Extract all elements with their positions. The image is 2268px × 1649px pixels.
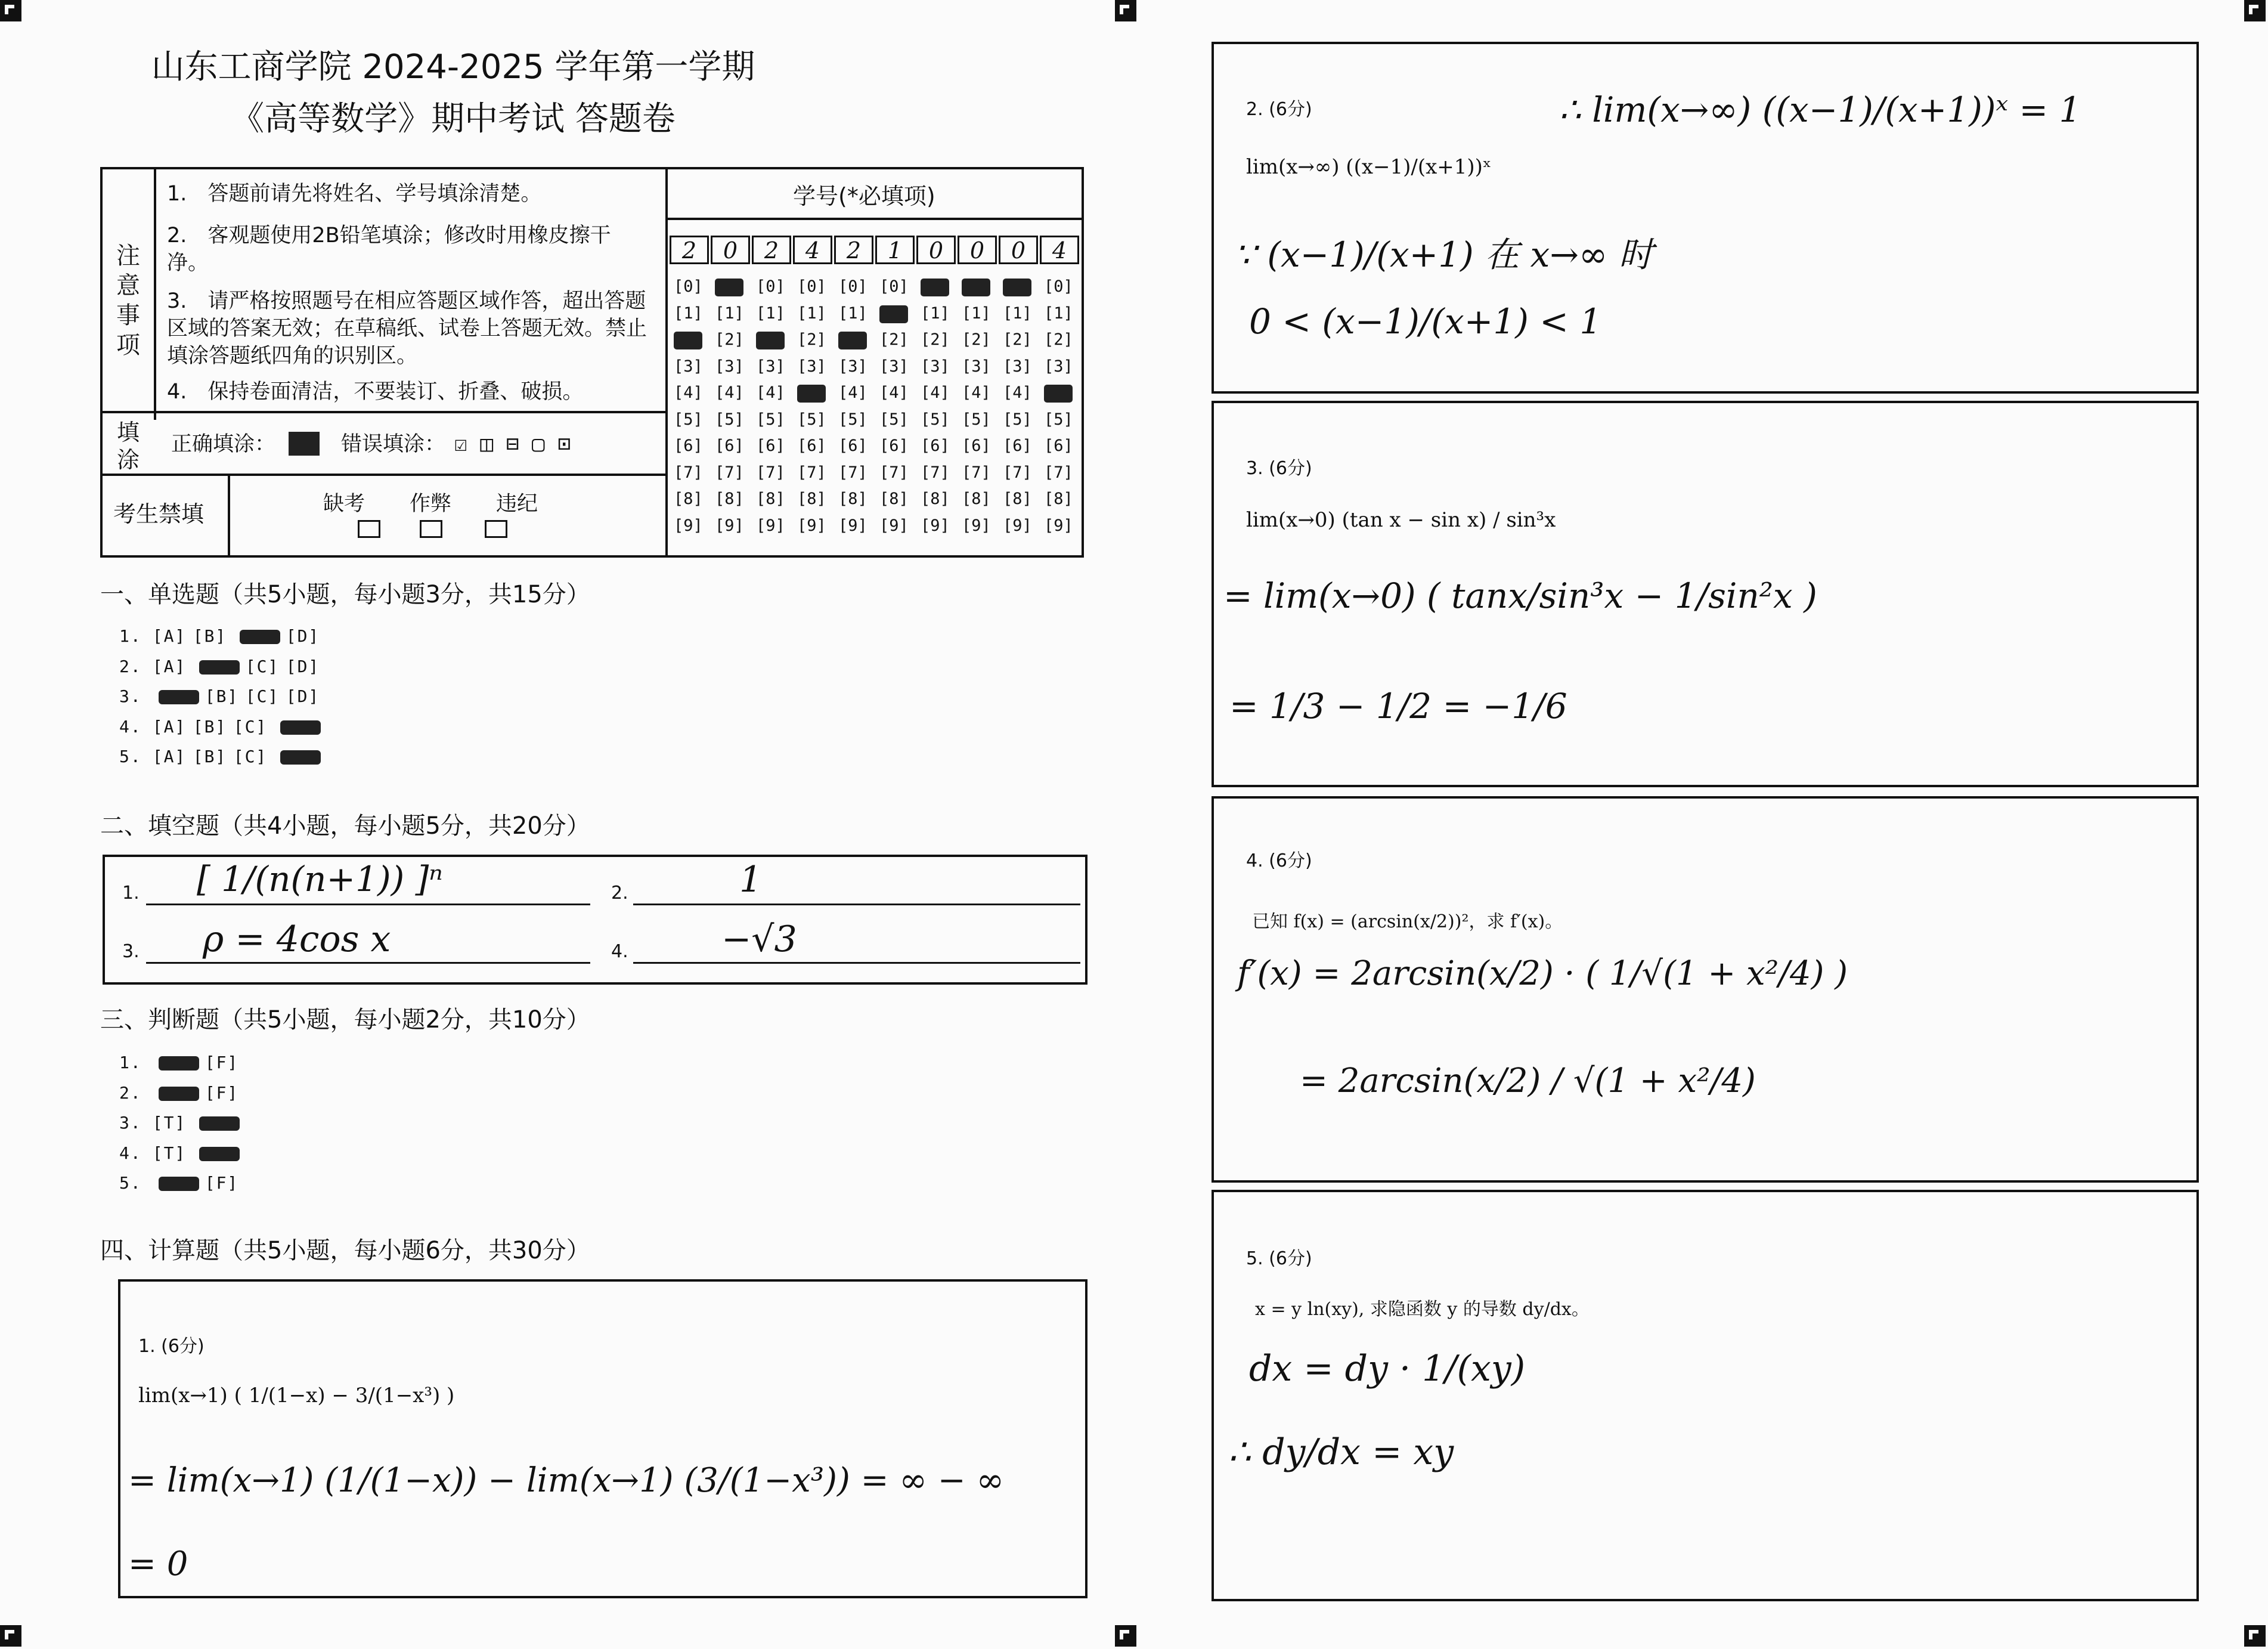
- student-id-bubble[interactable]: [8]: [921, 490, 950, 508]
- student-id-bubble[interactable]: [9]: [838, 516, 867, 535]
- mc-option-filled[interactable]: [159, 690, 199, 704]
- fill-blank-label-3: 3.: [122, 941, 140, 962]
- student-id-bubble[interactable]: [3]: [1003, 357, 1032, 376]
- student-id-digit-box[interactable]: 4: [1040, 236, 1079, 264]
- wrong-fill-label: 错误填涂：: [341, 432, 446, 456]
- page-title: 山东工商学院 2024-2025 学年第一学期: [151, 48, 755, 86]
- mc-option[interactable]: [D]: [286, 656, 320, 676]
- student-id-bubble[interactable]: [6]: [674, 437, 703, 455]
- mc-option-filled[interactable]: [199, 660, 240, 675]
- student-id-bubble[interactable]: [3]: [879, 357, 909, 376]
- absent-label: 缺考: [323, 492, 365, 516]
- student-id-bubble[interactable]: [7]: [838, 463, 867, 482]
- tf-row-number: 4.: [119, 1143, 142, 1163]
- student-id-bubble[interactable]: [7]: [1003, 463, 1032, 482]
- violation-label: 违纪: [496, 492, 538, 516]
- student-id-bubble[interactable]: [5]: [715, 410, 744, 429]
- corner-mark-top-left: [0, 0, 21, 21]
- student-id-bubble[interactable]: [4]: [674, 383, 703, 402]
- mc-option[interactable]: [C]: [245, 656, 280, 676]
- student-id-bubble[interactable]: [3]: [1044, 357, 1073, 376]
- tf-option-filled[interactable]: [159, 1087, 199, 1101]
- student-id-bubble[interactable]: [3]: [962, 357, 991, 376]
- student-id-digit-box[interactable]: 0: [916, 236, 956, 264]
- student-id-bubble[interactable]: [6]: [879, 437, 909, 455]
- fill-blank-label-1: 1.: [122, 883, 140, 904]
- mc-row: [119, 717, 327, 737]
- q4-label: 4. (6分): [1246, 850, 1312, 871]
- student-id-digit-box[interactable]: 0: [999, 236, 1038, 264]
- section2-title: 二、填空题（共4小题，每小题5分，共20分）: [100, 812, 590, 840]
- mc-option[interactable]: [B]: [205, 686, 239, 706]
- wrong-fill-samples: ☑ ◫ ⊟ ▢ ⊡: [454, 432, 571, 456]
- student-id-bubble[interactable]: [6]: [838, 437, 867, 455]
- mc-option[interactable]: [B]: [193, 747, 227, 766]
- q4-work-line2: = 2arcsin(x/2) / √(1 + x²/4): [1300, 1062, 1756, 1100]
- student-id-bubble[interactable]: [1]: [674, 304, 703, 323]
- mc-row: [119, 747, 327, 766]
- tf-row-number: 5.: [119, 1173, 142, 1193]
- tf-option[interactable]: [T]: [152, 1113, 187, 1133]
- student-id-bubble[interactable]: [9]: [756, 516, 785, 535]
- student-id-bubble[interactable]: [7]: [962, 463, 991, 482]
- tf-row: [119, 1173, 246, 1193]
- student-id-bubble-filled[interactable]: [1044, 385, 1073, 403]
- answer-box-q1: [118, 1279, 1087, 1598]
- section4-title: 四、计算题（共5小题，每小题6分，共30分）: [100, 1237, 590, 1264]
- student-id-bubble[interactable]: [2]: [715, 330, 744, 349]
- student-id-bubble[interactable]: [4]: [921, 383, 950, 402]
- student-id-bubble[interactable]: [6]: [1044, 437, 1073, 455]
- tf-row: [119, 1083, 246, 1103]
- student-id-bubble[interactable]: [3]: [715, 357, 744, 376]
- q4-problem: 已知 f(x) = (arcsin(x/2))²，求 f′(x)。: [1252, 911, 1563, 932]
- mc-row-number: 4.: [119, 716, 142, 737]
- student-id-bubble[interactable]: [5]: [1003, 410, 1032, 429]
- fill-blank-answer-2: 1: [739, 859, 763, 901]
- q1-label: 1. (6分): [138, 1336, 205, 1357]
- student-id-bubble[interactable]: [3]: [797, 357, 826, 376]
- student-id-bubble-filled[interactable]: [715, 279, 743, 296]
- student-id-bubble[interactable]: [4]: [756, 383, 785, 402]
- student-id-bubble[interactable]: [7]: [1044, 463, 1073, 482]
- student-id-bubble[interactable]: [9]: [1044, 516, 1073, 535]
- tf-row-number: 2.: [119, 1082, 142, 1103]
- student-id-bubble[interactable]: [5]: [879, 410, 909, 429]
- student-id-bubble[interactable]: [6]: [1003, 437, 1032, 455]
- student-id-bubble[interactable]: [9]: [879, 516, 909, 535]
- student-id-bubble[interactable]: [9]: [921, 516, 950, 535]
- mc-option[interactable]: [C]: [245, 686, 280, 706]
- tf-row: [119, 1053, 246, 1072]
- mc-row-number: 3.: [119, 686, 142, 706]
- student-id-bubble-filled[interactable]: [879, 305, 908, 323]
- student-id-bubble-filled[interactable]: [756, 332, 785, 349]
- student-id-bubble[interactable]: [7]: [921, 463, 950, 482]
- mc-row-number: 1.: [119, 626, 142, 646]
- q3-work-line2: = 1/3 − 1/2 = −1/6: [1229, 686, 1567, 726]
- student-id-bubble[interactable]: [5]: [921, 410, 950, 429]
- student-id-digit-box[interactable]: 1: [875, 236, 915, 264]
- q2-work-line1: ∵ (x−1)/(x+1) 在 x→∞ 时: [1234, 234, 1653, 275]
- page-subtitle: 《高等数学》期中考试 答题卷: [231, 100, 676, 138]
- student-id-bubble[interactable]: [1]: [1044, 304, 1073, 323]
- student-id-bubble[interactable]: [2]: [1044, 330, 1073, 349]
- fill-blank-label-4: 4.: [611, 941, 628, 962]
- student-id-bubble[interactable]: [5]: [1044, 410, 1073, 429]
- q3-label: 3. (6分): [1246, 458, 1312, 479]
- student-id-digit-box[interactable]: 2: [752, 236, 791, 264]
- q1-problem: lim(x→1) ( 1/(1−x) − 3/(1−x³) ): [138, 1384, 455, 1407]
- student-id-bubble[interactable]: [1]: [962, 304, 991, 323]
- fill-side-label: 填涂: [116, 419, 140, 473]
- student-id-bubble[interactable]: [7]: [879, 463, 909, 482]
- mc-option[interactable]: [B]: [193, 716, 227, 737]
- mc-option[interactable]: [A]: [152, 656, 187, 676]
- tf-row: [119, 1143, 246, 1163]
- student-id-digit-box[interactable]: 0: [958, 236, 997, 264]
- student-id-digit-box[interactable]: 2: [670, 236, 709, 264]
- violation-checkbox[interactable]: [485, 520, 507, 538]
- fill-blank-label-2: 2.: [611, 883, 628, 904]
- fill-blank-line-2: [633, 904, 1080, 905]
- tf-row-number: 1.: [119, 1053, 142, 1072]
- student-id-bubble[interactable]: [3]: [838, 357, 867, 376]
- student-id-bubble[interactable]: [5]: [838, 410, 867, 429]
- student-id-bubble-filled[interactable]: [674, 332, 702, 349]
- section3-title: 三、判断题（共5小题，每小题2分，共10分）: [100, 1006, 590, 1034]
- student-id-bubble[interactable]: [6]: [756, 437, 785, 455]
- fill-blank-answer-3: ρ = 4cos x: [203, 918, 391, 960]
- q2-problem: lim(x→∞) ((x−1)/(x+1))ˣ: [1246, 155, 1492, 179]
- tf-option-filled[interactable]: [199, 1147, 240, 1161]
- notice-item-4: 4. 保持卷面清洁，不要装订、折叠、破损。: [167, 380, 584, 404]
- q5-problem: x = y ln(xy), 求隐函数 y 的导数 dy/dx。: [1255, 1299, 1590, 1320]
- tf-option-filled[interactable]: [159, 1177, 199, 1191]
- mc-row-number: 5.: [119, 747, 142, 766]
- q5-work-line2: ∴ dy/dx = xy: [1228, 1431, 1454, 1473]
- cheating-label: 作弊: [410, 492, 452, 516]
- tf-option[interactable]: [F]: [205, 1082, 239, 1103]
- student-id-digit-box[interactable]: 4: [793, 236, 832, 264]
- mc-option[interactable]: [A]: [152, 716, 187, 737]
- tf-option[interactable]: [F]: [205, 1053, 239, 1072]
- student-id-bubble[interactable]: [4]: [962, 383, 991, 402]
- student-id-bubble[interactable]: [1]: [797, 304, 826, 323]
- student-id-digit-box[interactable]: 2: [834, 236, 873, 264]
- student-id-bubble[interactable]: [2]: [921, 330, 950, 349]
- student-id-bubble[interactable]: [9]: [797, 516, 826, 535]
- fill-blank-line-1: [146, 904, 590, 905]
- q5-work-line1: dx = dy · 1/(xy): [1249, 1348, 1526, 1390]
- student-id-bubble[interactable]: [7]: [674, 463, 703, 482]
- student-id-bubble[interactable]: [2]: [1003, 330, 1032, 349]
- student-id-bubble[interactable]: [3]: [921, 357, 950, 376]
- student-id-bubble[interactable]: [7]: [715, 463, 744, 482]
- correct-fill-label: 正确填涂：: [171, 432, 276, 456]
- mc-row-number: 2.: [119, 656, 142, 676]
- mc-option[interactable]: [C]: [233, 747, 268, 766]
- student-id-bubble[interactable]: [5]: [674, 410, 703, 429]
- corner-mark-bottom-left: [0, 1625, 21, 1647]
- fill-blank-line-4: [633, 962, 1080, 964]
- mc-option[interactable]: [B]: [193, 626, 227, 646]
- student-id-bubble[interactable]: [2]: [797, 330, 826, 349]
- student-id-bubble[interactable]: [6]: [715, 437, 744, 455]
- student-id-bubble[interactable]: [8]: [797, 490, 826, 508]
- fill-blank-answer-1: [ 1/(n(n+1)) ]ⁿ: [197, 859, 443, 899]
- tf-row-number: 3.: [119, 1113, 142, 1133]
- student-id-bubble[interactable]: [0]: [879, 277, 909, 296]
- q3-problem: lim(x→0) (tan x − sin x) / sin³x: [1246, 508, 1556, 532]
- student-id-bubble[interactable]: [3]: [756, 357, 785, 376]
- student-id-bubble[interactable]: [6]: [962, 437, 991, 455]
- student-id-bubble[interactable]: [5]: [962, 410, 991, 429]
- tf-option-filled[interactable]: [199, 1116, 240, 1131]
- student-id-bubble[interactable]: [0]: [797, 277, 826, 296]
- tf-option[interactable]: [T]: [152, 1143, 187, 1163]
- student-id-bubble[interactable]: [9]: [674, 516, 703, 535]
- absent-checkbox[interactable]: [358, 520, 380, 538]
- corner-mark-bottom-center: [1115, 1625, 1136, 1647]
- student-id-bubble[interactable]: [1]: [921, 304, 950, 323]
- student-id-bubble-filled[interactable]: [921, 279, 949, 296]
- student-id-bubble-filled[interactable]: [838, 332, 867, 349]
- student-id-bubble[interactable]: [2]: [962, 330, 991, 349]
- corner-mark-top-right: [2244, 0, 2266, 21]
- correct-fill-sample: [289, 432, 320, 456]
- student-id-bubble[interactable]: [8]: [715, 490, 744, 508]
- student-id-bubble[interactable]: [3]: [674, 357, 703, 376]
- student-id-digit-box[interactable]: 0: [711, 236, 750, 264]
- student-id-bubble[interactable]: [1]: [838, 304, 867, 323]
- forbidden-label: 考生禁填: [113, 501, 205, 527]
- notice-item-2: 2. 客观题使用2B铅笔填涂；修改时用橡皮擦干净。: [167, 224, 611, 275]
- student-id-bubble[interactable]: [4]: [1003, 383, 1032, 402]
- q1-work-line2: = 0: [128, 1545, 188, 1583]
- q5-label: 5. (6分): [1246, 1248, 1312, 1269]
- student-id-bubble[interactable]: [0]: [838, 277, 867, 296]
- corner-mark-top-center: [1115, 0, 1136, 21]
- fill-blank-answer-4: −√3: [721, 918, 797, 960]
- student-id-bubble[interactable]: [6]: [921, 437, 950, 455]
- mc-option[interactable]: [D]: [286, 686, 320, 706]
- student-id-bubble[interactable]: [5]: [797, 410, 826, 429]
- student-id-divider: [667, 218, 1084, 220]
- notice-item-3: 3. 请严格按照题号在相应答题区域作答，超出答题区域的答案无效；在草稿纸、试卷上答题无效。禁止填涂答题纸四角的识别区。: [167, 289, 647, 368]
- tf-option[interactable]: [F]: [205, 1173, 239, 1193]
- student-id-bubble[interactable]: [8]: [674, 490, 703, 508]
- mc-option-filled[interactable]: [240, 630, 280, 644]
- section1-title: 一、单选题（共5小题，每小题3分，共15分）: [100, 581, 590, 608]
- student-id-bubble[interactable]: [0]: [756, 277, 785, 296]
- student-id-bubble[interactable]: [7]: [756, 463, 785, 482]
- q2-label: 2. (6分): [1246, 99, 1312, 120]
- student-id-bubble[interactable]: [5]: [756, 410, 785, 429]
- mc-row: [119, 686, 327, 706]
- student-id-bubble[interactable]: [8]: [1044, 490, 1073, 508]
- mc-option[interactable]: [C]: [233, 716, 268, 737]
- q2-work-line3: ∴ lim(x→∞) ((x−1)/(x+1))ˣ = 1: [1559, 89, 2081, 130]
- student-id-bubble[interactable]: [8]: [962, 490, 991, 508]
- student-id-bubble[interactable]: [8]: [879, 490, 909, 508]
- corner-mark-bottom-right: [2244, 1625, 2266, 1647]
- student-id-bubble-filled[interactable]: [797, 385, 826, 403]
- tf-option-filled[interactable]: [159, 1056, 199, 1071]
- student-id-bubble[interactable]: [9]: [962, 516, 991, 535]
- mc-option[interactable]: [D]: [286, 626, 320, 646]
- student-id-bubble[interactable]: [0]: [674, 277, 703, 296]
- mc-row: [119, 657, 327, 676]
- student-id-bubble-filled[interactable]: [1003, 279, 1031, 296]
- student-id-bubble[interactable]: [2]: [879, 330, 909, 349]
- mc-row: [119, 626, 327, 646]
- mc-option[interactable]: [A]: [152, 626, 187, 646]
- fill-blank-line-3: [146, 962, 590, 964]
- student-id-bubble[interactable]: [4]: [879, 383, 909, 402]
- student-id-bubble[interactable]: [7]: [797, 463, 826, 482]
- q4-work-line1: f′(x) = 2arcsin(x/2) · ( 1/√(1 + x²/4) ): [1237, 954, 1848, 993]
- student-id-bubble-filled[interactable]: [962, 279, 990, 296]
- student-id-bubble[interactable]: [8]: [1003, 490, 1032, 508]
- q1-work-line1: = lim(x→1) (1/(1−x)) − lim(x→1) (3/(1−x³)) = ∞ − ∞: [128, 1461, 1005, 1500]
- student-id-bubble[interactable]: [4]: [715, 383, 744, 402]
- student-id-bubble[interactable]: [0]: [1044, 277, 1073, 296]
- notice-item-1: 1. 答题前请先将姓名、学号填涂清楚。: [167, 182, 542, 206]
- mc-option[interactable]: [A]: [152, 747, 187, 766]
- student-id-bubble[interactable]: [8]: [756, 490, 785, 508]
- tf-row: [119, 1113, 246, 1133]
- student-id-bubble[interactable]: [4]: [838, 383, 867, 402]
- student-id-bubble[interactable]: [8]: [838, 490, 867, 508]
- student-id-bubble[interactable]: [6]: [797, 437, 826, 455]
- student-id-bubble[interactable]: [1]: [756, 304, 785, 323]
- q3-work-line1: = lim(x→0) ( tanx/sin³x − 1/sin²x ): [1223, 576, 1817, 616]
- mc-option-filled[interactable]: [280, 750, 321, 765]
- student-id-bubble[interactable]: [1]: [715, 304, 744, 323]
- student-id-bubble[interactable]: [9]: [715, 516, 744, 535]
- cheating-checkbox[interactable]: [420, 520, 442, 538]
- answer-box-q5: [1212, 1190, 2199, 1601]
- student-id-bubble[interactable]: [1]: [1003, 304, 1032, 323]
- notice-side-label: 注意事项: [116, 242, 140, 359]
- student-id-header: 学号(*必填项): [793, 183, 935, 209]
- student-id-bubble[interactable]: [9]: [1003, 516, 1032, 535]
- mc-option-filled[interactable]: [280, 720, 321, 735]
- q2-work-line2: 0 < (x−1)/(x+1) < 1: [1249, 301, 1602, 342]
